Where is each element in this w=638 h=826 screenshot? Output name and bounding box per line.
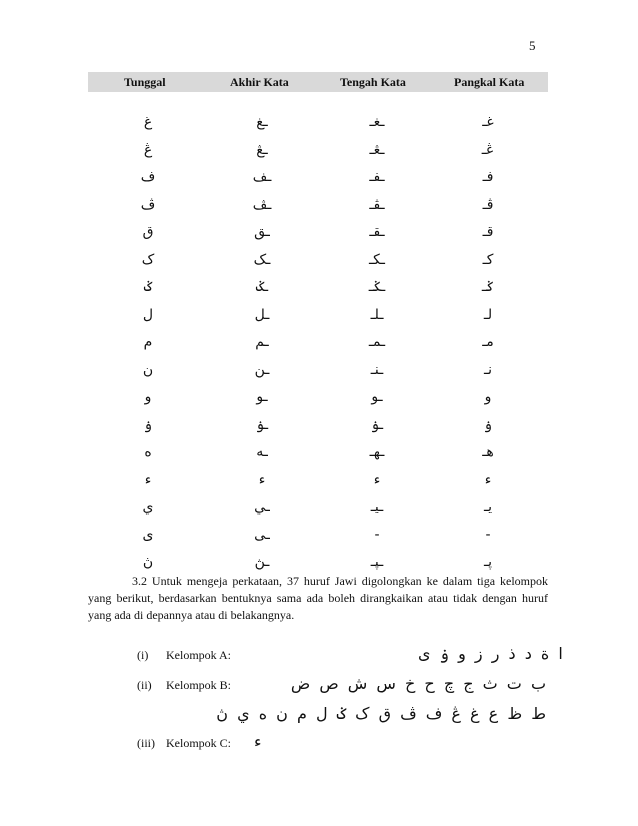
paragraph-text: 3.2 Untuk mengeja perkataan, 37 huruf Jawi digolongkan ke dalam tiga kelompok yang berikut, berdasarkan bentuknya sama ada boleh dirangkaikan atau tidak dengan huruf yang ada di depannya atau di belakangnya.	[88, 574, 548, 622]
table-header	[88, 72, 548, 92]
table-cell: ـک	[253, 251, 271, 268]
table-cell: ـف	[252, 169, 272, 185]
table-cell: ـغ	[256, 114, 268, 130]
table-cell: غـ	[482, 114, 494, 130]
table-cell: ي	[142, 499, 154, 515]
group-b-label: Kelompok B:	[166, 678, 231, 692]
table-cell: ـمـ	[368, 334, 386, 350]
table-cell: ۏ	[483, 416, 493, 433]
table-row	[0, 277, 638, 297]
table-cell: غ	[143, 114, 153, 130]
table-cell: ݢـ	[481, 279, 495, 295]
table-cell: ـڽـ	[370, 554, 384, 570]
table-cell: ء	[144, 471, 152, 488]
table-row	[0, 332, 638, 352]
table-cell: ـهـ	[369, 444, 385, 460]
table-cell: ـڠـ	[369, 141, 385, 158]
table-row	[0, 167, 638, 187]
table-cell: ـݢـ	[368, 279, 386, 295]
table-cell: ـنـ	[370, 361, 384, 378]
table-row	[0, 415, 638, 435]
table-cell: کـ	[482, 251, 494, 268]
table-row	[0, 305, 638, 325]
group-c-number: (iii)	[137, 736, 155, 750]
group-c-label: Kelompok C:	[166, 736, 231, 750]
group-b-number: (ii)	[137, 678, 152, 692]
table-cell: يـ	[484, 499, 492, 515]
table-cell: ـم	[255, 334, 269, 350]
table-cell: ڽ	[142, 554, 154, 570]
table-cell: ـفـ	[369, 169, 385, 185]
table-cell: ـقـ	[369, 224, 385, 240]
table-cell: ف	[140, 169, 156, 185]
table-cell: ـغـ	[369, 114, 385, 130]
group-a-letters: ا ة د ذ ر ز و ۏ ى	[418, 644, 563, 663]
table-cell: ـى	[254, 526, 270, 543]
header-tunggal: Tunggal	[124, 74, 166, 89]
table-cell: م	[143, 334, 153, 350]
header-pangkal-kata: Pangkal Kata	[454, 74, 525, 89]
table-cell: ـق	[254, 224, 270, 240]
table-cell: ۏ	[143, 416, 153, 433]
table-cell: ء	[373, 471, 381, 488]
table-cell: ڤـ	[482, 196, 494, 213]
group-c-letters: ء	[254, 732, 262, 751]
group-b-letters-line2: ط ظ ع غ ڠ ف ڤ ق ک ݢ ل م ن ه ي ڽ	[216, 704, 546, 723]
header-akhir-kata: Akhir Kata	[230, 74, 289, 89]
table-cell: نـ	[484, 361, 492, 378]
table-cell: ـݢ	[255, 279, 269, 295]
table-cell: مـ	[482, 334, 494, 350]
table-row	[0, 222, 638, 242]
table-cell: ه	[144, 444, 152, 460]
page-number: 5	[529, 38, 536, 53]
table-cell: ڤ	[140, 196, 156, 213]
table-cell: ڽـ	[484, 554, 492, 570]
table-cell: ـۏ	[370, 416, 384, 433]
table-cell: هـ	[482, 444, 494, 460]
group-b-letters: ب ت ث ج چ ح خ س ش ص ض	[290, 674, 546, 693]
table-cell: فـ	[482, 169, 494, 185]
table-cell: -	[374, 526, 380, 543]
table-cell: ـيـ	[370, 499, 384, 515]
table-cell: ـو	[371, 389, 383, 405]
table-row	[0, 140, 638, 160]
table-cell: ـن	[254, 361, 270, 378]
table-cell: ـل	[254, 306, 270, 323]
table-cell: ى	[142, 526, 154, 543]
table-cell: ق	[142, 224, 154, 240]
table-cell: و	[484, 389, 492, 405]
table-cell: ـڤـ	[369, 196, 385, 213]
paragraph	[88, 573, 548, 624]
table-cell: ـو	[256, 389, 268, 405]
table-row	[0, 360, 638, 380]
group-a-number: (i)	[137, 648, 149, 662]
table-row	[0, 525, 638, 545]
table-cell: قـ	[482, 224, 494, 240]
table-row	[0, 195, 638, 215]
header-tengah-kata: Tengah Kata	[340, 74, 406, 89]
table-cell: ـکـ	[369, 251, 385, 268]
table-cell: ـلـ	[370, 306, 384, 323]
table-row	[0, 552, 638, 572]
table-row	[0, 442, 638, 462]
table-cell: ـڤ	[252, 196, 272, 213]
table-cell: ڠ	[143, 141, 153, 158]
table-cell: ـي	[254, 499, 270, 515]
table-cell: ک	[141, 251, 155, 268]
table-row	[0, 387, 638, 407]
table-cell: ن	[142, 361, 154, 378]
table-cell: ء	[258, 471, 266, 488]
table-cell: ء	[484, 471, 492, 488]
table-row	[0, 112, 638, 132]
table-row	[0, 250, 638, 270]
table-row	[0, 497, 638, 517]
table-cell: ـڠ	[256, 141, 268, 158]
table-cell: ڠـ	[481, 141, 495, 158]
table-cell: ل	[142, 306, 154, 323]
table-cell: ـه	[256, 444, 268, 460]
table-cell: ـڽ	[254, 554, 270, 570]
table-cell: و	[144, 389, 152, 405]
table-cell: ݢ	[143, 279, 153, 295]
table-row	[0, 470, 638, 490]
table-cell: -	[485, 526, 491, 543]
table-cell: لـ	[483, 306, 493, 323]
group-a-label: Kelompok A:	[166, 648, 231, 662]
table-cell: ـۏ	[255, 416, 269, 433]
